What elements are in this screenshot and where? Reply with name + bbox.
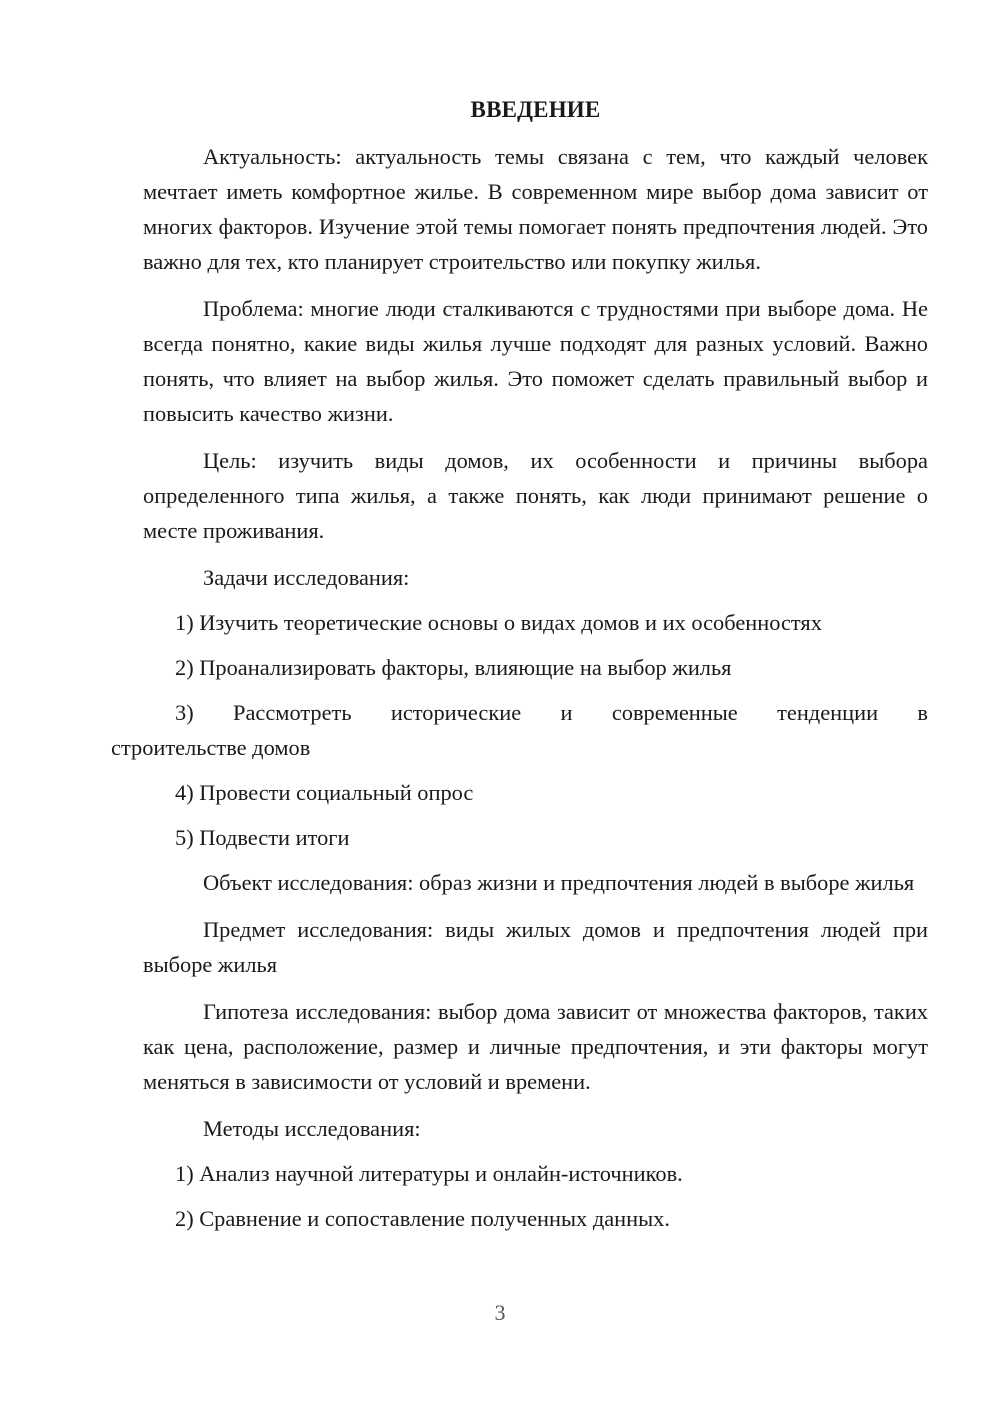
method-item: 1) Анализ научной литературы и онлайн-источников. xyxy=(175,1161,683,1186)
page-number: 3 xyxy=(494,1300,506,1325)
method-item: 2) Сравнение и сопоставление полученных данных. xyxy=(175,1206,670,1231)
problem-paragraph: Проблема: многие люди сталкиваются с трудностями при выборе дома. Не всегда понятно, какие виды жилья лучше подходят для разных условий. Важно понять, что влияет на выбор жилья. Это поможет сделать правильный выбор и повысить качество жизни. xyxy=(143,296,928,426)
tasks-heading: Задачи исследования: xyxy=(203,565,410,590)
document-title: ВВЕДЕНИЕ xyxy=(470,97,601,122)
task-item: 5) Подвести итоги xyxy=(175,825,350,850)
methods-heading: Методы исследования: xyxy=(203,1116,421,1141)
relevance-paragraph: Актуальность: актуальность темы связана с тем, что каждый человек мечтает иметь комфортное жилье. В современном мире выбор дома зависит от многих факторов. Изучение этой темы помогает понять предпочтения людей. Это важно для тех, кто планирует строительство или покупку жилья. xyxy=(143,144,928,274)
task-item xyxy=(111,695,928,765)
hypothesis-paragraph: Гипотеза исследования: выбор дома зависит от множества факторов, таких как цена, расположение, размер и личные предпочтения, и эти факторы могут меняться в зависимости от условий и времени. xyxy=(143,999,928,1094)
task-item: 1) Изучить теоретические основы о видах домов и их особенностях xyxy=(175,610,822,635)
task-item-line: 3) Рассмотреть исторические и современные тенденции в xyxy=(175,700,928,725)
task-item-continuation: строительстве домов xyxy=(111,735,311,760)
task-item: 2) Проанализировать факторы, влияющие на выбор жилья xyxy=(175,655,732,680)
task-item: 4) Провести социальный опрос xyxy=(175,780,474,805)
object-paragraph: Объект исследования: образ жизни и предпочтения людей в выборе жилья xyxy=(203,870,915,895)
goal-paragraph: Цель: изучить виды домов, их особенности и причины выбора определенного типа жилья, а также понять, как люди принимают решение о месте проживания. xyxy=(143,448,928,543)
subject-paragraph: Предмет исследования: виды жилых домов и предпочтения людей при выборе жилья xyxy=(143,917,928,977)
document-page xyxy=(111,92,928,1246)
